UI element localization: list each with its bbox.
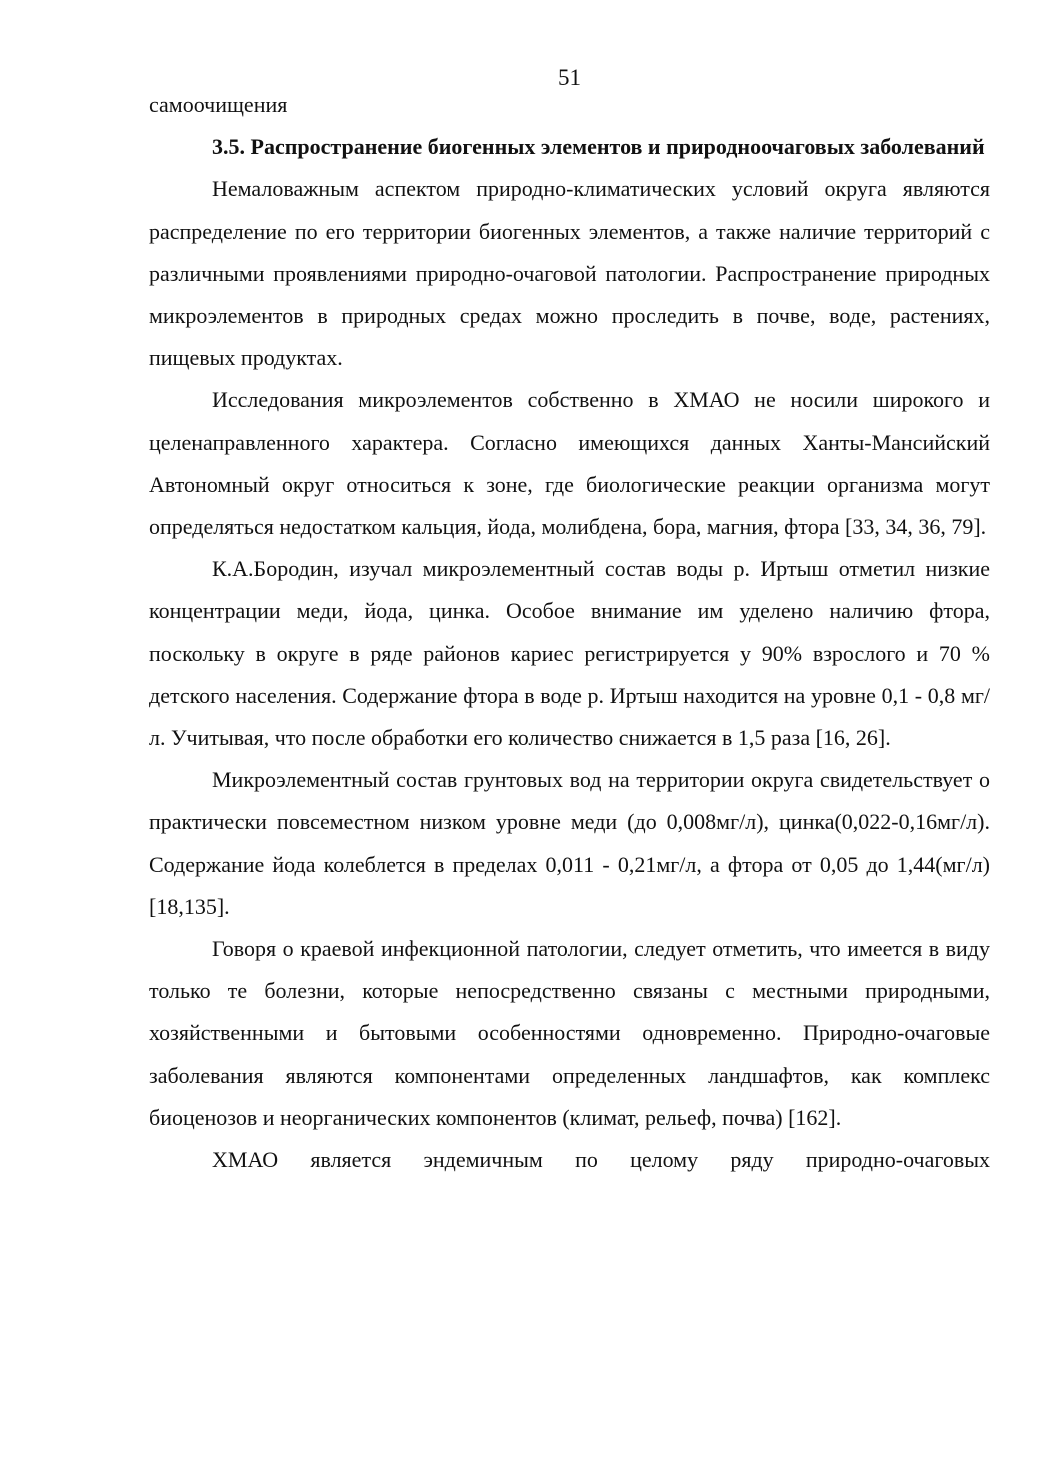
paragraph-3: К.А.Бородин, изучал микроэлементный состав воды р. Иртыш отметил низкие концентрации меди, йода, цинка. Особое внимание им уделено наличию фтора, поскольку в округе в ряде районов кариес регистрируется у 90% взрослого и 70 % детского населения. Содержание фтора в воде р. Иртыш находится на уровне 0,1 - 0,8 мг/л. Учитывая, что после обработки его количество снижается в 1,5 раза [16, 26].	[149, 556, 990, 751]
section-heading: 3.5. Распространение биогенных элементов и природноочаговых заболеваний	[212, 134, 985, 160]
paragraph-4: Микроэлементный состав грунтовых вод на территории округа свидетельствует о практически повсеместном низком уровне меди (до 0,008мг/л), цинка(0,022-0,16мг/л). Содержание йода колеблется в пределах 0,011 - 0,21мг/л, а фтора от 0,05 до 1,44(мг/л) [18,135].	[149, 767, 990, 919]
paragraph-5: Говоря о краевой инфекционной патологии, следует отметить, что имеется в виду только те болезни, которые непосредственно связаны с местными природными, хозяйственными и бытовыми особенностями одновременно. Природно-очаговые заболевания являются компонентами определенных ландшафтов, как комплекс биоценозов и неорганических компонентов (климат, рельеф, почва) [162].	[149, 936, 990, 1130]
paragraph-2: Исследования микроэлементов собственно в ХМАО не носили широкого и целенаправленного характера. Согласно имеющихся данных Ханты-Мансийский Автономный округ относиться к зоне, где биологические реакции организма могут определяться недостатком кальция, йода, молибдена, бора, магния, фтора [33, 34, 36, 79].	[149, 387, 990, 540]
continuation-text: самоочищения	[149, 92, 288, 117]
page-number: 51	[558, 65, 581, 90]
paragraph-6: ХМАО является эндемичным по целому ряду природно-очаговых	[212, 1147, 990, 1173]
paragraph-1: Немаловажным аспектом природно-климатических условий округа являются распределение по его территории биогенных элементов, а также наличие территорий с различными проявлениями природно-очаговой патологии. Распространение природных микроэлементов в природных средах можно проследить в почве, воде, растениях, пищевых продуктах.	[149, 176, 990, 371]
document-body	[149, 84, 990, 1181]
